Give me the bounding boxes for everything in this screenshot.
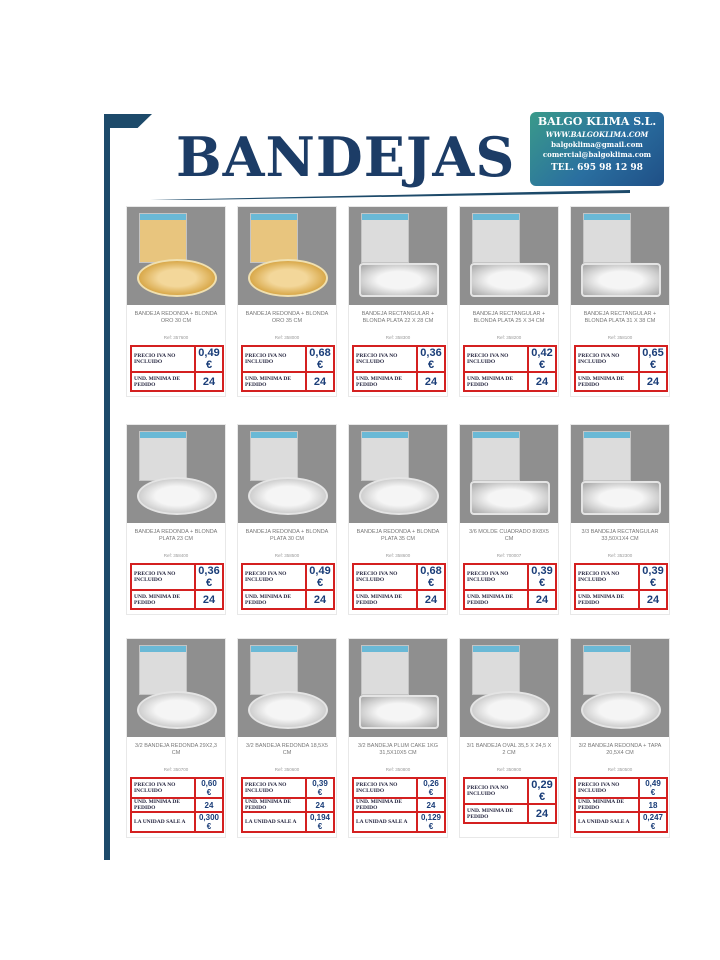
product-ref: Ref: 350700	[163, 767, 189, 772]
product-tray	[248, 477, 328, 515]
product-tray	[137, 259, 217, 297]
unit-price-label: LA UNIDAD SALE A	[353, 812, 417, 832]
product-ref: Ref: 352300	[607, 553, 633, 558]
product-ref: Ref: 358400	[163, 553, 189, 558]
minimum-order-value: 24	[528, 590, 556, 609]
minimum-order-value: 24	[306, 798, 334, 812]
minimum-order-label: UND. MINIMA DE PEDIDO	[464, 804, 528, 823]
minimum-order-label: UND. MINIMA DE PEDIDO	[464, 372, 528, 391]
price-value: 0,39 €	[528, 564, 556, 590]
product-package	[250, 213, 298, 263]
minimum-order-row	[575, 798, 667, 812]
minimum-order-label: UND. MINIMA DE PEDIDO	[353, 798, 417, 812]
price-row	[131, 564, 223, 590]
product-image	[460, 639, 558, 737]
product-image	[349, 207, 447, 305]
minimum-order-label: UND. MINIMA DE PEDIDO	[242, 372, 306, 391]
minimum-order-row	[131, 798, 223, 812]
minimum-order-value: 24	[417, 798, 445, 812]
product-tray	[470, 691, 550, 729]
product-card	[459, 206, 559, 397]
product-tray	[470, 263, 550, 297]
minimum-order-row	[575, 590, 667, 609]
product-card	[126, 206, 226, 397]
product-name: BANDEJA RECTANGULAR + BLONDA PLATA 25 X 34 CM	[472, 311, 546, 324]
minimum-order-label: UND. MINIMA DE PEDIDO	[464, 590, 528, 609]
product-ref: Ref: 350500	[607, 767, 633, 772]
title-underline	[150, 190, 630, 200]
price-label: PRECIO IVA NO INCLUIDO	[131, 346, 195, 372]
product-ref: Ref: 700007	[496, 553, 522, 558]
price-table	[352, 345, 446, 392]
package-label-band	[362, 646, 408, 652]
product-package	[361, 431, 409, 481]
product-package	[583, 213, 631, 263]
price-row	[575, 346, 667, 372]
product-name: BANDEJA REDONDA + BLONDA ORO 30 CM	[134, 311, 218, 324]
product-tray	[137, 477, 217, 515]
product-package	[250, 431, 298, 481]
minimum-order-value: 24	[195, 798, 223, 812]
product-name: BANDEJA REDONDA + BLONDA ORO 35 CM	[245, 311, 329, 324]
product-tray	[137, 691, 217, 729]
product-package	[250, 645, 298, 695]
product-image	[571, 207, 669, 305]
minimum-order-value: 24	[417, 590, 445, 609]
product-card	[459, 424, 559, 615]
product-package	[139, 431, 187, 481]
price-value: 0,49 €	[639, 778, 667, 798]
product-image	[238, 639, 336, 737]
price-table	[130, 777, 224, 833]
minimum-order-row	[575, 372, 667, 391]
minimum-order-value: 24	[195, 590, 223, 609]
product-tray	[470, 481, 550, 515]
price-label: PRECIO IVA NO INCLUIDO	[353, 564, 417, 590]
unit-price-value: 0,129 €	[417, 812, 445, 832]
product-card	[237, 638, 337, 838]
unit-price-value: 0,247 €	[639, 812, 667, 832]
price-label: PRECIO IVA NO INCLUIDO	[131, 778, 195, 798]
price-row	[575, 564, 667, 590]
product-name: 3/2 BANDEJA PLUM CAKE 1KG 31,5X10X5 CM	[357, 743, 439, 756]
price-table	[352, 777, 446, 833]
minimum-order-value: 24	[417, 372, 445, 391]
product-package	[139, 645, 187, 695]
product-ref: Ref: 358600	[385, 553, 411, 558]
price-label: PRECIO IVA NO INCLUIDO	[242, 346, 306, 372]
price-row	[353, 564, 445, 590]
minimum-order-value: 24	[528, 804, 556, 823]
product-name: 3/2 BANDEJA REDONDA + TAPA 20,5X4 CM	[578, 743, 662, 756]
minimum-order-row	[353, 372, 445, 391]
package-label-band	[584, 646, 630, 652]
minimum-order-row	[353, 798, 445, 812]
unit-price-label: LA UNIDAD SALE A	[575, 812, 639, 832]
minimum-order-row	[464, 804, 556, 823]
page-title: BANDEJAS	[176, 125, 516, 189]
minimum-order-row	[131, 372, 223, 391]
product-ref: Ref: 357600	[163, 335, 189, 340]
product-package	[361, 213, 409, 263]
price-label: PRECIO IVA NO INCLUIDO	[575, 778, 639, 798]
package-label-band	[584, 214, 630, 220]
minimum-order-value: 24	[528, 372, 556, 391]
product-card	[237, 206, 337, 397]
price-label: PRECIO IVA NO INCLUIDO	[575, 564, 639, 590]
price-value: 0,68 €	[306, 346, 334, 372]
minimum-order-row	[353, 590, 445, 609]
price-value: 0,49 €	[195, 346, 223, 372]
product-tray	[581, 481, 661, 515]
minimum-order-row	[242, 798, 334, 812]
product-image	[571, 425, 669, 523]
minimum-order-row	[464, 590, 556, 609]
product-card	[126, 638, 226, 838]
price-label: PRECIO IVA NO INCLUIDO	[242, 564, 306, 590]
price-table	[241, 777, 335, 833]
minimum-order-value: 24	[306, 372, 334, 391]
product-name: BANDEJA REDONDA + BLONDA PLATA 35 CM	[356, 529, 440, 542]
product-image	[127, 207, 225, 305]
minimum-order-label: UND. MINIMA DE PEDIDO	[131, 590, 195, 609]
price-table	[130, 345, 224, 392]
product-name: 3/2 BANDEJA REDONDA 29X2,3 CM	[135, 743, 217, 756]
product-ref: Ref: 350800	[385, 767, 411, 772]
price-value: 0,36 €	[195, 564, 223, 590]
price-row	[464, 778, 556, 804]
product-tray	[248, 259, 328, 297]
product-ref: Ref: 358000	[274, 335, 300, 340]
product-tray	[581, 691, 661, 729]
product-card	[237, 424, 337, 615]
price-row	[353, 778, 445, 798]
minimum-order-value: 24	[639, 590, 667, 609]
package-label-band	[251, 432, 297, 438]
product-tray	[581, 263, 661, 297]
price-label: PRECIO IVA NO INCLUIDO	[464, 564, 528, 590]
minimum-order-row	[242, 590, 334, 609]
logo-company-name: BALGO KLIMA S.L.	[537, 115, 657, 128]
package-label-band	[362, 214, 408, 220]
product-row	[126, 206, 670, 397]
product-package	[472, 645, 520, 695]
price-row	[131, 346, 223, 372]
price-table	[463, 563, 557, 610]
price-label: PRECIO IVA NO INCLUIDO	[353, 778, 417, 798]
logo-email-1: balgoklima@gmail.com	[551, 140, 643, 149]
price-table	[463, 777, 557, 824]
product-card	[348, 424, 448, 615]
product-image	[349, 639, 447, 737]
price-label: PRECIO IVA NO INCLUIDO	[464, 778, 528, 804]
package-label-band	[251, 214, 297, 220]
minimum-order-value: 24	[306, 590, 334, 609]
product-ref: Ref: 358500	[274, 553, 300, 558]
minimum-order-value: 24	[195, 372, 223, 391]
product-tray	[359, 263, 439, 297]
price-value: 0,39 €	[306, 778, 334, 798]
unit-price-label: LA UNIDAD SALE A	[131, 812, 195, 832]
minimum-order-row	[464, 372, 556, 391]
minimum-order-label: UND. MINIMA DE PEDIDO	[575, 590, 639, 609]
product-ref: Ref: 358300	[385, 335, 411, 340]
minimum-order-value: 18	[639, 798, 667, 812]
product-card	[570, 638, 670, 838]
product-name: BANDEJA RECTANGULAR + BLONDA PLATA 22 X 28 CM	[361, 311, 435, 324]
minimum-order-label: UND. MINIMA DE PEDIDO	[131, 372, 195, 391]
minimum-order-label: UND. MINIMA DE PEDIDO	[131, 798, 195, 812]
package-label-band	[140, 214, 186, 220]
product-name: 3/6 MOLDE CUADRADO 8X8X5 CM	[469, 529, 549, 542]
product-image	[460, 425, 558, 523]
product-image	[349, 425, 447, 523]
minimum-order-row	[242, 372, 334, 391]
price-row	[464, 346, 556, 372]
product-image	[460, 207, 558, 305]
price-value: 0,36 €	[417, 346, 445, 372]
price-table	[574, 345, 668, 392]
product-row	[126, 424, 670, 615]
logo-website: WWW.BALGOKLIMA.COM	[545, 130, 649, 139]
package-label-band	[473, 646, 519, 652]
unit-price-label: LA UNIDAD SALE A	[242, 812, 306, 832]
price-label: PRECIO IVA NO INCLUIDO	[353, 346, 417, 372]
price-value: 0,68 €	[417, 564, 445, 590]
price-row	[242, 346, 334, 372]
minimum-order-value: 24	[639, 372, 667, 391]
price-row	[575, 778, 667, 798]
product-ref: Ref: 350600	[274, 767, 300, 772]
left-accent-bar	[104, 114, 110, 860]
product-package	[472, 213, 520, 263]
product-ref: Ref: 358100	[607, 335, 633, 340]
price-label: PRECIO IVA NO INCLUIDO	[464, 346, 528, 372]
product-name: 3/1 BANDEJA OVAL 35,5 X 24,5 X 2 CM	[466, 743, 552, 756]
price-row	[353, 346, 445, 372]
package-label-band	[473, 432, 519, 438]
unit-price-row	[131, 812, 223, 832]
price-table	[574, 777, 668, 833]
product-tray	[359, 695, 439, 729]
product-row	[126, 638, 670, 838]
price-row	[242, 564, 334, 590]
product-image	[238, 425, 336, 523]
company-logo	[530, 112, 664, 186]
product-tray	[248, 691, 328, 729]
product-name: BANDEJA RECTANGULAR + BLONDA PLATA 31 X 38 CM	[583, 311, 657, 324]
product-ref: Ref: 358200	[496, 335, 522, 340]
package-label-band	[473, 214, 519, 220]
price-row	[131, 778, 223, 798]
price-table	[130, 563, 224, 610]
package-label-band	[140, 646, 186, 652]
price-table	[241, 563, 335, 610]
price-label: PRECIO IVA NO INCLUIDO	[131, 564, 195, 590]
product-image	[127, 425, 225, 523]
unit-price-row	[242, 812, 334, 832]
product-image	[127, 639, 225, 737]
price-value: 0,39 €	[639, 564, 667, 590]
product-card	[570, 206, 670, 397]
product-name: 3/3 BANDEJA RECTANGULAR 33,50X1X4 CM	[581, 529, 659, 542]
product-package	[361, 645, 409, 695]
price-table	[241, 345, 335, 392]
product-name: BANDEJA REDONDA + BLONDA PLATA 23 CM	[134, 529, 218, 542]
price-value: 0,60 €	[195, 778, 223, 798]
product-package	[139, 213, 187, 263]
package-label-band	[584, 432, 630, 438]
product-card	[348, 638, 448, 838]
package-label-band	[140, 432, 186, 438]
product-card	[126, 424, 226, 615]
product-name: BANDEJA REDONDA + BLONDA PLATA 30 CM	[245, 529, 329, 542]
package-label-band	[251, 646, 297, 652]
price-row	[464, 564, 556, 590]
product-card	[570, 424, 670, 615]
product-package	[583, 645, 631, 695]
minimum-order-label: UND. MINIMA DE PEDIDO	[353, 590, 417, 609]
left-accent-cap	[104, 114, 152, 128]
product-image	[238, 207, 336, 305]
minimum-order-row	[131, 590, 223, 609]
unit-price-row	[575, 812, 667, 832]
package-label-band	[362, 432, 408, 438]
unit-price-value: 0,194 €	[306, 812, 334, 832]
product-card	[348, 206, 448, 397]
price-table	[463, 345, 557, 392]
product-package	[583, 431, 631, 481]
minimum-order-label: UND. MINIMA DE PEDIDO	[353, 372, 417, 391]
product-card	[459, 638, 559, 838]
price-value: 0,49 €	[306, 564, 334, 590]
product-name: 3/2 BANDEJA REDONDA 18,5X5 CM	[246, 743, 328, 756]
price-value: 0,65 €	[639, 346, 667, 372]
logo-telephone: TEL. 695 98 12 98	[551, 163, 643, 173]
minimum-order-label: UND. MINIMA DE PEDIDO	[242, 798, 306, 812]
minimum-order-label: UND. MINIMA DE PEDIDO	[575, 798, 639, 812]
price-label: PRECIO IVA NO INCLUIDO	[575, 346, 639, 372]
minimum-order-label: UND. MINIMA DE PEDIDO	[575, 372, 639, 391]
unit-price-row	[353, 812, 445, 832]
product-tray	[359, 477, 439, 515]
price-row	[242, 778, 334, 798]
logo-email-2: comercial@balgoklima.com	[542, 150, 652, 159]
price-value: 0,29 €	[528, 778, 556, 804]
price-label: PRECIO IVA NO INCLUIDO	[242, 778, 306, 798]
price-value: 0,42 €	[528, 346, 556, 372]
product-package	[472, 431, 520, 481]
unit-price-value: 0,300 €	[195, 812, 223, 832]
minimum-order-label: UND. MINIMA DE PEDIDO	[242, 590, 306, 609]
price-value: 0,26 €	[417, 778, 445, 798]
product-ref: Ref: 350900	[496, 767, 522, 772]
price-table	[352, 563, 446, 610]
price-table	[574, 563, 668, 610]
product-image	[571, 639, 669, 737]
